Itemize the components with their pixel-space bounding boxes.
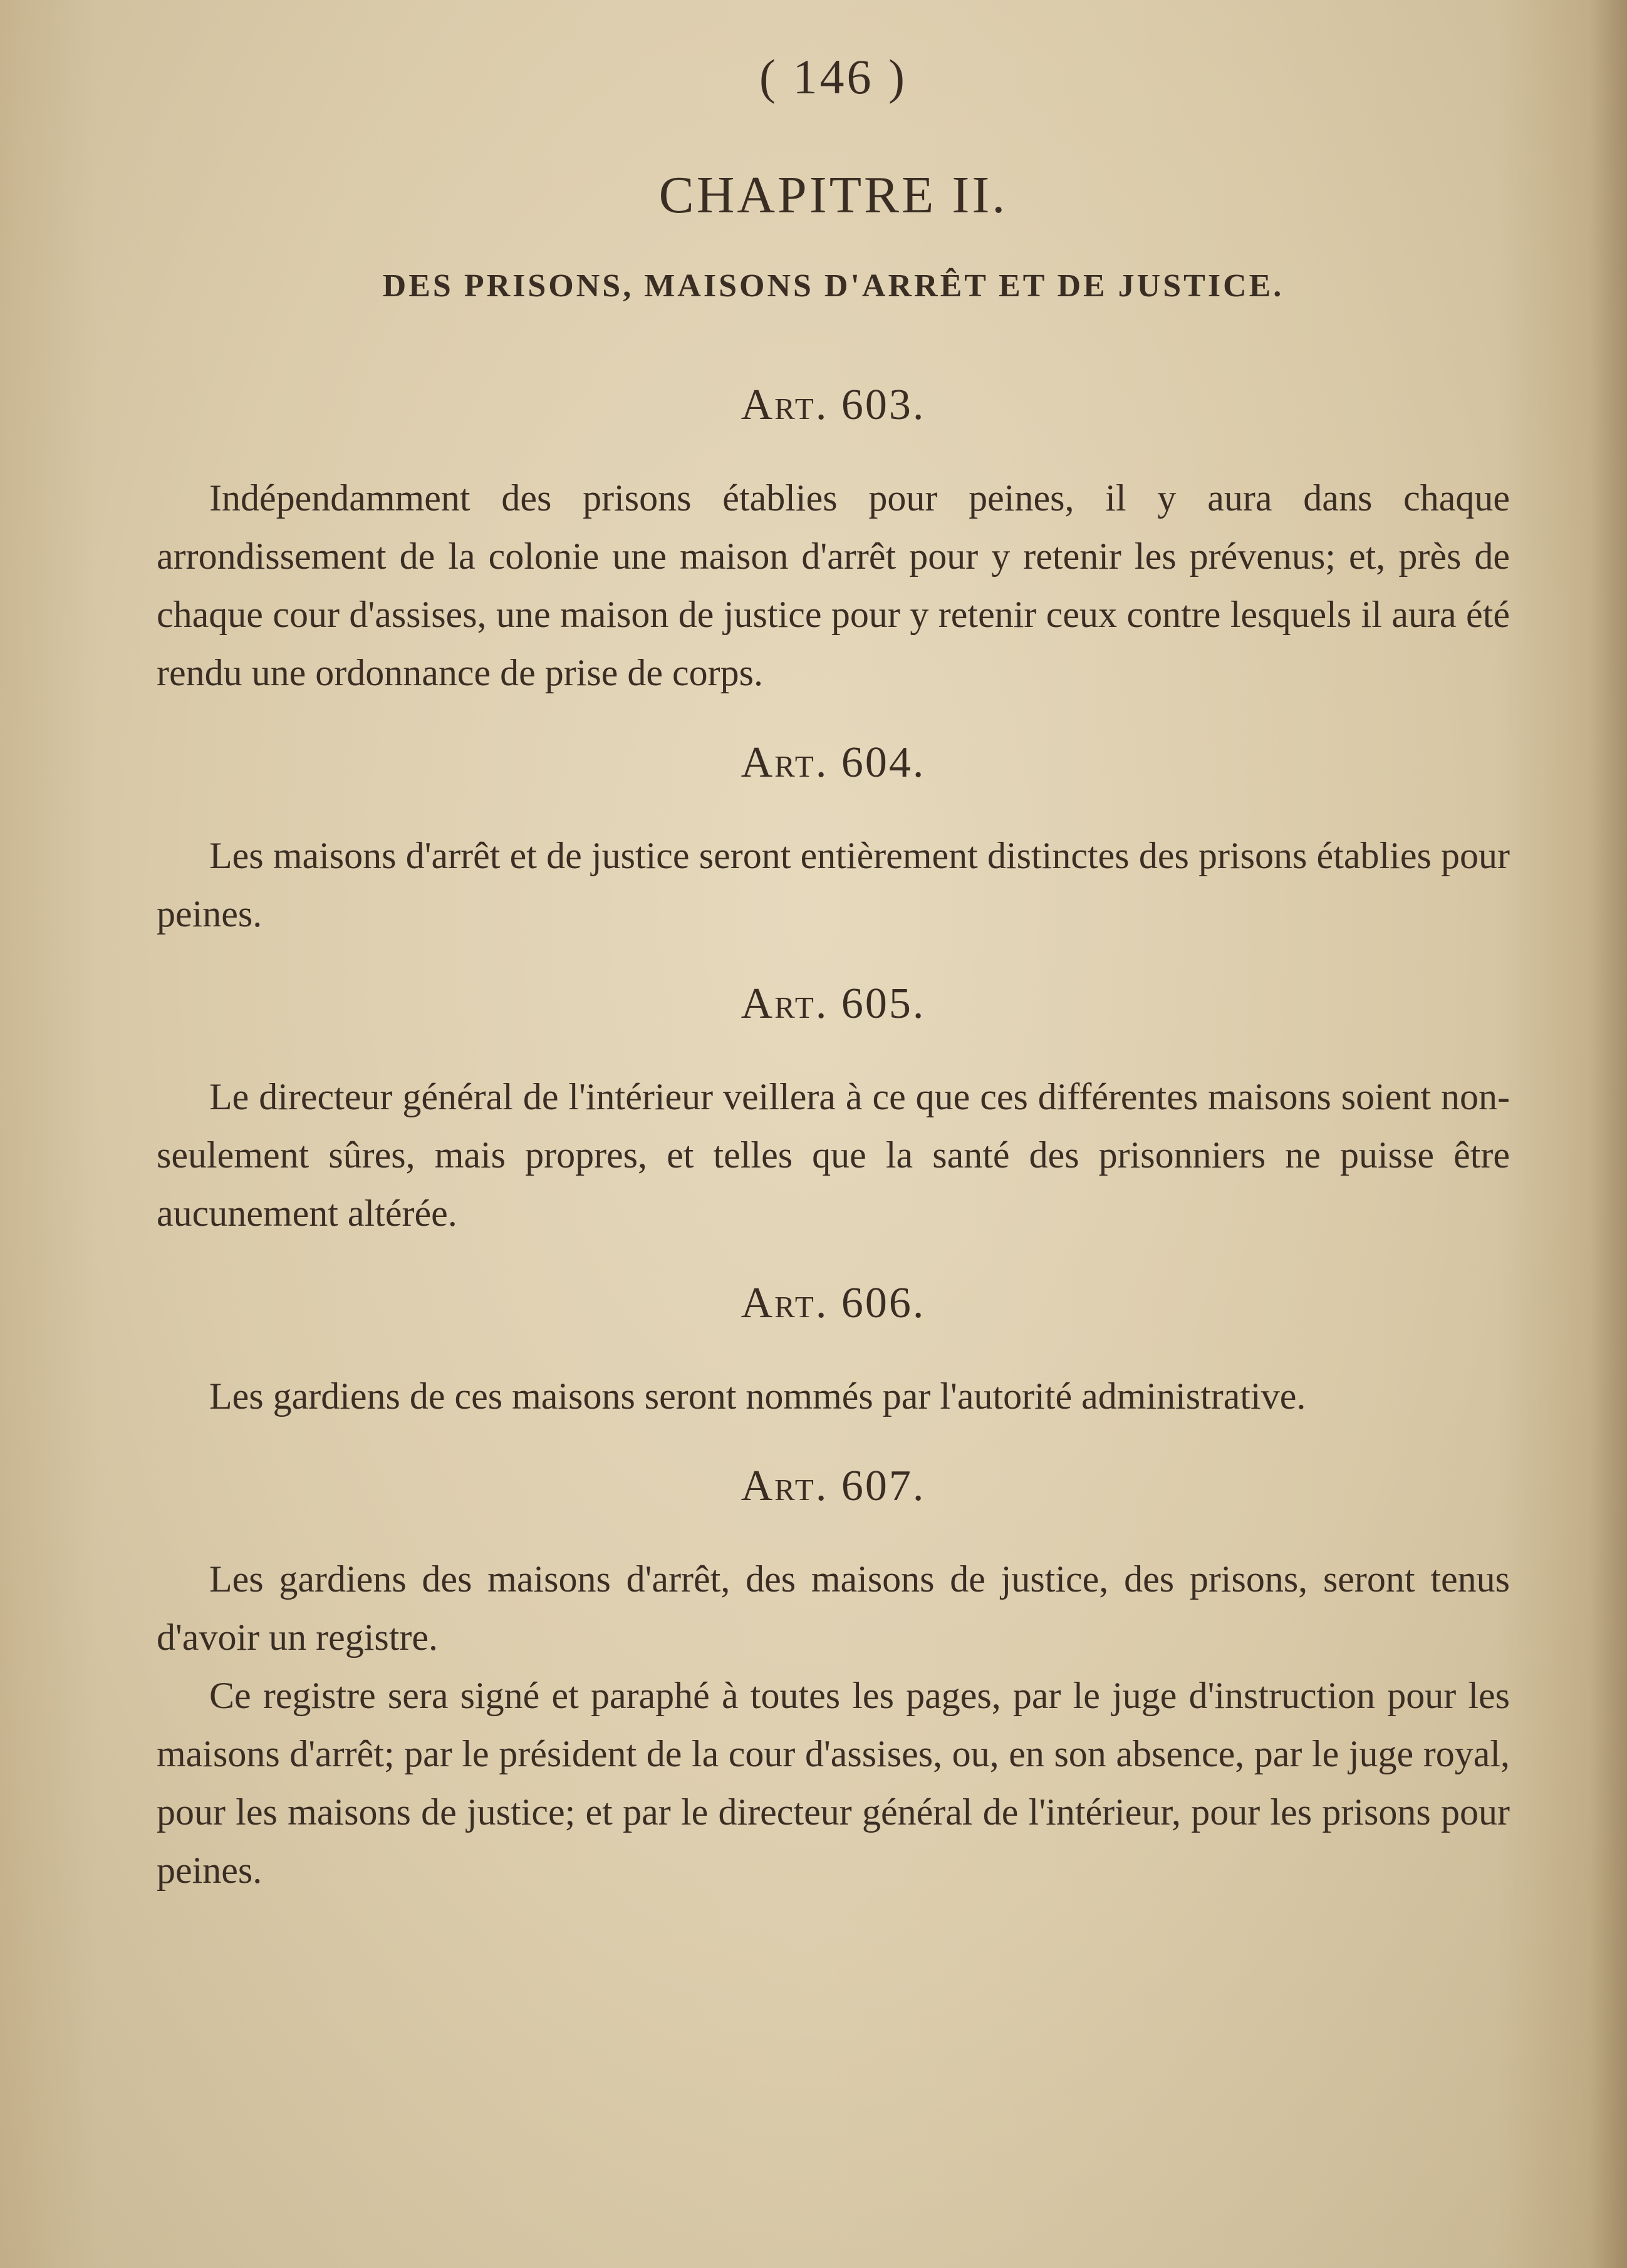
article-paragraph: Indépendamment des prisons établies pour peines, il y aura dans chaque arrondissement de la colonie une maison d'arrêt pour y retenir les prévenus; et, près de chaque cour d'assises, une maison de justice pour y retenir ceux contre lesquels il aura été rendu une ordonnance de prise de corps. bbox=[157, 477, 1510, 694]
article-paragraph: Ce registre sera signé et paraphé à toutes les pages, par le juge d'instruction pour les maisons d'arrêt; par le président de la cour d'assises, ou, en son absence, par le juge royal, pour les maisons de justice; et par le directeur général de l'intérieur, pour les prisons pour peines. bbox=[157, 1675, 1510, 1892]
section-title: DES PRISONS, MAISONS D'ARRÊT ET DE JUSTICE. bbox=[382, 268, 1284, 304]
article-604 bbox=[157, 737, 1510, 943]
article-603 bbox=[157, 379, 1510, 702]
article-heading: Art. 607. bbox=[741, 1462, 926, 1511]
article-paragraph: Les gardiens de ces maisons seront nommés par l'autorité administrative. bbox=[209, 1375, 1306, 1417]
page-edge-shadow bbox=[1589, 0, 1627, 2268]
chapter-title: CHAPITRE II. bbox=[658, 165, 1008, 224]
page-content bbox=[157, 50, 1510, 1934]
article-paragraph: Les maisons d'arrêt et de justice seront entièrement distinctes des prisons établies pour peines. bbox=[157, 835, 1510, 935]
article-heading: Art. 604. bbox=[741, 738, 926, 787]
article-606 bbox=[157, 1277, 1510, 1426]
article-paragraph: Le directeur général de l'intérieur veillera à ce que ces différentes maisons soient non-seulement sûres, mais propres, et telles que la santé des prisonniers ne puisse être aucunement altérée. bbox=[157, 1076, 1510, 1235]
article-heading: Art. 605. bbox=[741, 980, 926, 1028]
page-number: ( 146 ) bbox=[759, 49, 907, 104]
article-heading: Art. 606. bbox=[741, 1279, 926, 1328]
article-605 bbox=[157, 978, 1510, 1243]
article-607 bbox=[157, 1460, 1510, 1900]
article-paragraph: Les gardiens des maisons d'arrêt, des maisons de justice, des prisons, seront tenus d'avoir un registre. bbox=[157, 1558, 1510, 1659]
article-heading: Art. 603. bbox=[741, 381, 926, 430]
